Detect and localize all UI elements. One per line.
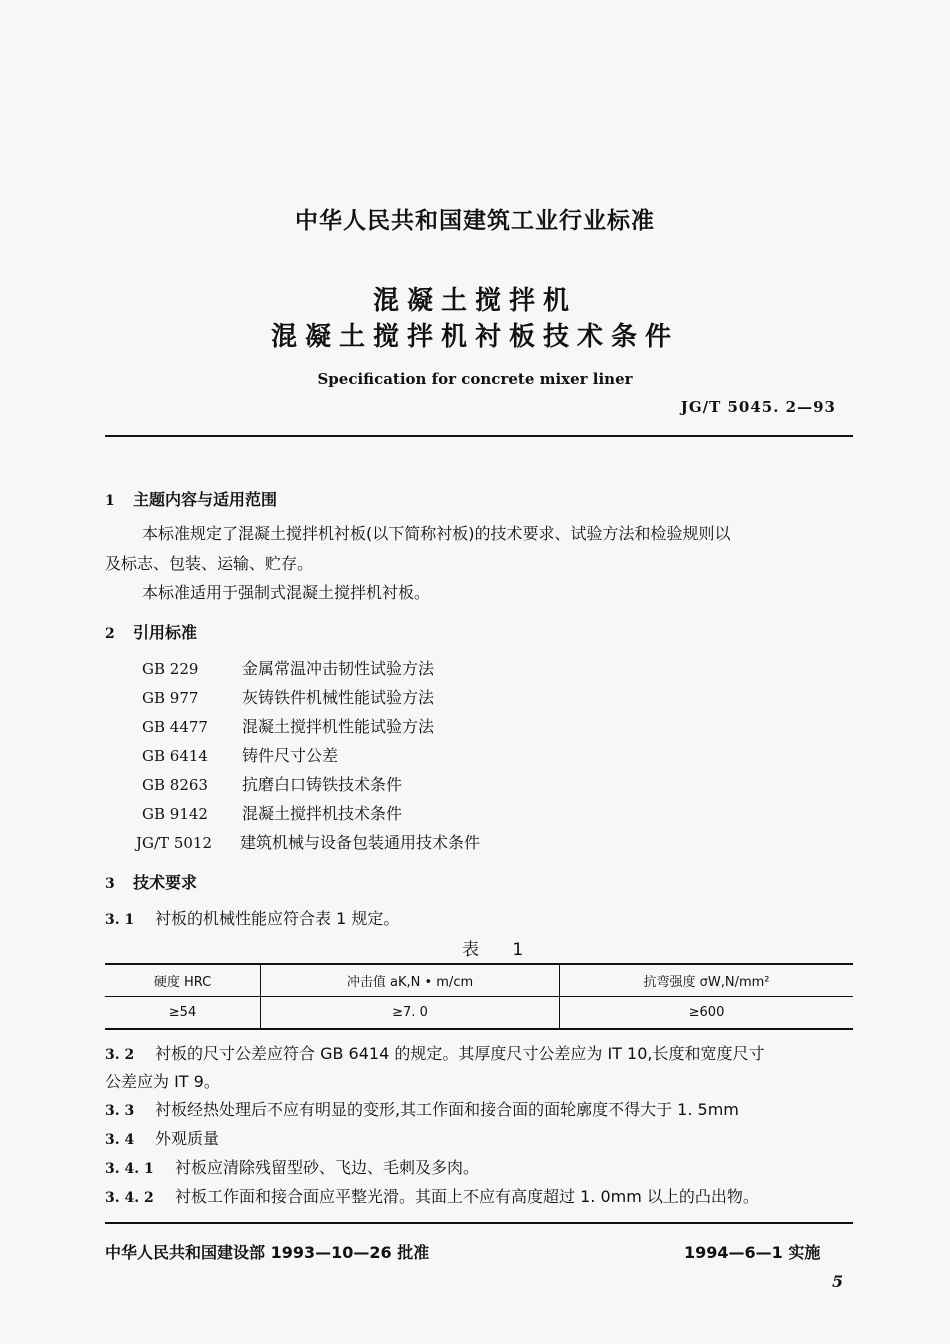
section-1-heading: [105, 487, 277, 510]
clause-number: 3. 2: [105, 1047, 135, 1063]
clause-number: 3. 1: [105, 912, 135, 928]
section-number: 3: [105, 876, 115, 892]
section-1-para1-line1: 本标准规定了混凝土搅拌机衬板(以下简称衬板)的技术要求、试验方法和检验规则以: [142, 524, 731, 543]
reference-code: GB 977: [142, 689, 199, 707]
section-1-para2: 本标准适用于强制式混凝土搅拌机衬板。: [142, 583, 431, 602]
header-divider: [105, 435, 853, 437]
clause-text: 衬板的尺寸公差应符合 GB 6414 的规定。其厚度尺寸公差应为 IT 10,长度和宽度尺寸: [155, 1044, 765, 1063]
clause-3-4-1: [105, 1155, 479, 1178]
clause-3-4: [105, 1126, 219, 1149]
clause-text: 衬板经热处理后不应有明显的变形,其工作面和接合面的面轮廓度不得大于 1. 5mm: [155, 1100, 739, 1119]
implementation-date: 1994—6—1 实施: [684, 1243, 821, 1262]
reference-item: [142, 801, 402, 824]
clause-number: 3. 3: [105, 1103, 135, 1119]
clause-text: 衬板工作面和接合面应平整光滑。其面上不应有高度超过 1. 0mm 以上的凸出物。: [175, 1187, 759, 1206]
reference-name: 混凝土搅拌机技术条件: [242, 804, 403, 823]
reference-code: GB 6414: [142, 747, 208, 765]
standard-code: JG/T 5045. 2—93: [680, 398, 836, 416]
reference-item: [142, 772, 402, 795]
reference-code: GB 8263: [142, 776, 208, 794]
reference-item: [142, 685, 434, 708]
reference-item: [142, 714, 434, 737]
clause-text: 外观质量: [155, 1129, 220, 1148]
page-number: 5: [832, 1272, 844, 1291]
clause-number: 3. 4: [105, 1132, 135, 1148]
reference-item: [136, 830, 480, 853]
document-title-line1: 混凝土搅拌机: [372, 286, 577, 316]
clause-3-4-2: [105, 1184, 759, 1207]
section-3-heading: [105, 870, 197, 893]
reference-name: 灰铸铁件机械性能试验方法: [242, 688, 435, 707]
reference-name: 金属常温冲击韧性试验方法: [242, 659, 435, 678]
reference-item: [142, 656, 434, 679]
footer-divider: [105, 1222, 853, 1224]
clause-number: 3. 4. 1: [105, 1161, 154, 1177]
reference-code: GB 4477: [142, 718, 208, 736]
reference-code: GB 229: [142, 660, 199, 678]
reference-name: 混凝土搅拌机性能试验方法: [242, 717, 435, 736]
table-cell: ≥600: [560, 997, 854, 1030]
table-header-row: [105, 964, 853, 997]
section-number: 1: [105, 493, 115, 509]
section-title: 技术要求: [133, 873, 198, 892]
clause-3-3: [105, 1097, 739, 1120]
clause-3-2-line2: 公差应为 IT 9。: [105, 1072, 220, 1091]
reference-item: [142, 743, 338, 766]
reference-name: 抗磨白口铸铁技术条件: [242, 775, 403, 794]
table-row: [105, 997, 853, 1030]
clause-3-1: [105, 906, 399, 929]
section-2-heading: [105, 620, 197, 643]
clause-3-2: [105, 1041, 764, 1064]
reference-name: 铸件尺寸公差: [242, 746, 339, 765]
section-title: 引用标准: [133, 623, 198, 642]
table-header-cell: 抗弯强度 σW,N/mm²: [560, 964, 854, 997]
english-title: Specification for concrete mixer liner: [317, 370, 633, 388]
table-header-cell: 硬度 HRC: [153, 975, 212, 990]
table-caption: 表 1: [462, 940, 538, 960]
table-cell: ≥54: [105, 997, 261, 1030]
mechanical-properties-table: [105, 963, 853, 1030]
reference-code: GB 9142: [142, 805, 208, 823]
approval-note: 中华人民共和国建设部 1993—10—26 批准: [105, 1243, 430, 1262]
table-header-cell: 冲击值 aK,N • m/cm: [261, 964, 560, 997]
section-number: 2: [105, 626, 115, 642]
reference-code: JG/T 5012: [136, 834, 212, 852]
section-1-para1-line2: 及标志、包装、运输、贮存。: [105, 554, 314, 573]
table-cell: ≥7. 0: [261, 997, 560, 1030]
reference-name: 建筑机械与设备包装通用技术条件: [240, 833, 481, 852]
document-title-line2: 混凝土搅拌机衬板技术条件: [270, 322, 679, 352]
clause-number: 3. 4. 2: [105, 1190, 154, 1206]
standard-type-header: 中华人民共和国建筑工业行业标准: [295, 208, 655, 234]
clause-text: 衬板应清除残留型砂、飞边、毛刺及多肉。: [175, 1158, 480, 1177]
section-title: 主题内容与适用范围: [133, 490, 278, 509]
clause-text: 衬板的机械性能应符合表 1 规定。: [155, 909, 400, 928]
